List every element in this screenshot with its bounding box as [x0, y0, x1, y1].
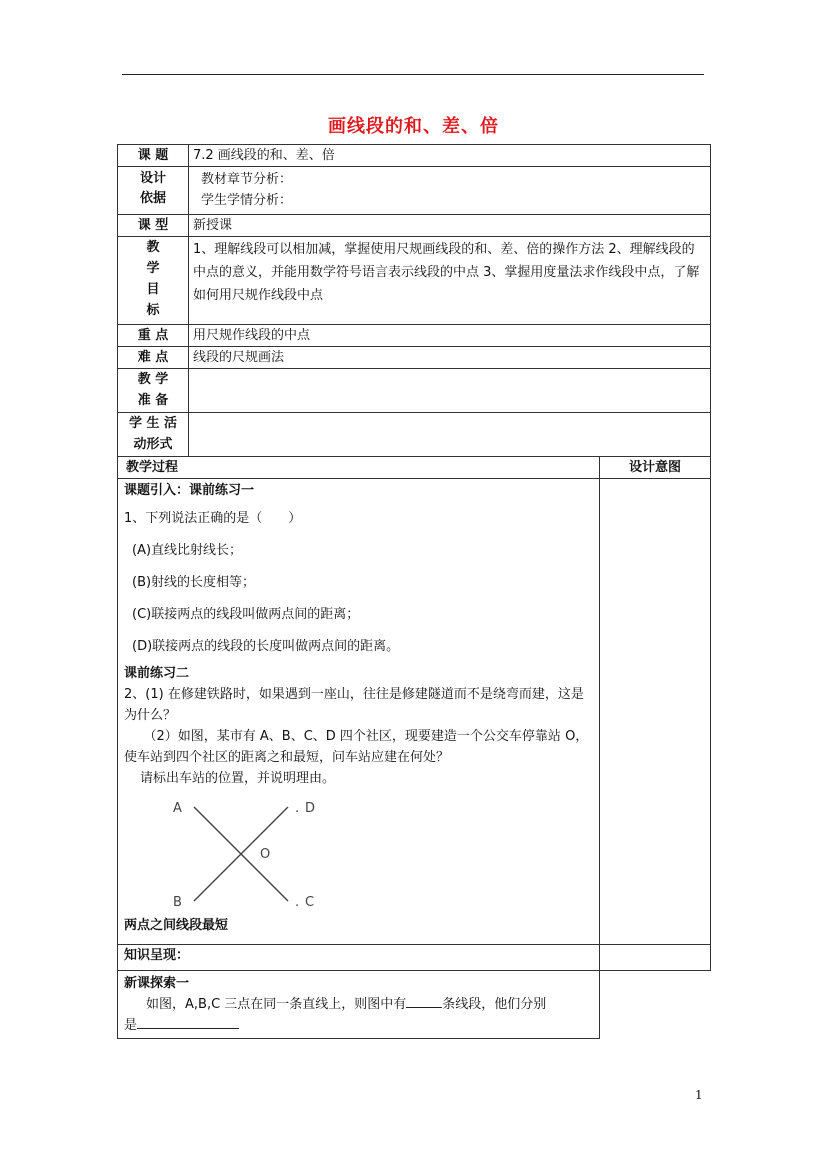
row-process-header	[118, 457, 711, 479]
topic-value: 7.2 画线段的和、差、倍	[189, 145, 711, 167]
intent-column	[600, 479, 711, 945]
point-label-b: B	[173, 895, 182, 910]
intent-header: 设计意图	[600, 457, 711, 479]
row-basis	[118, 167, 711, 215]
prep-label: 教 学 准 备	[118, 369, 189, 413]
prep-value	[189, 369, 711, 413]
point-label-d: D	[305, 801, 316, 816]
crossing-lines-figure	[164, 793, 364, 913]
type-value: 新授课	[189, 215, 711, 237]
row-difficulty	[118, 347, 711, 369]
point-label-a: A	[173, 801, 182, 816]
basis-line-2: 学生学情分析：	[201, 193, 293, 208]
header-rule	[122, 74, 704, 75]
question-1-option-a: (A)直线比射线长；	[132, 543, 243, 558]
document-title: 画线段的和、差、倍	[328, 116, 499, 137]
difficulty-value: 线段的尺规画法	[189, 347, 711, 369]
row-key-point	[118, 325, 711, 347]
explore-question-cont: 是	[124, 1015, 593, 1036]
objective-label: 教 学 目 标	[118, 237, 189, 325]
answer-text: 两点之间线段最短	[124, 918, 229, 933]
point-dot-c: .	[295, 895, 300, 910]
topic-label: 课 题	[118, 145, 189, 167]
question-1: 1、下列说法正确的是（ ）	[124, 511, 302, 526]
activity-value	[189, 413, 711, 457]
key-value: 用尺规作线段的中点	[189, 325, 711, 347]
point-dot-d: .	[295, 801, 300, 816]
knowledge-intent	[600, 945, 711, 971]
question-1-option-d: (D)联接两点的线段的长度叫做两点间的距离。	[132, 639, 400, 654]
intro-heading: 课题引入：课前练习一	[124, 483, 255, 498]
lesson-plan-table	[117, 144, 711, 1039]
point-label-c: C	[305, 895, 315, 910]
process-body	[118, 479, 600, 945]
segment-count-blank[interactable]	[406, 1007, 442, 1008]
question-2-part-3: 请标出车站的位置，并说明理由。	[140, 771, 336, 786]
row-explore	[118, 971, 711, 1039]
exercise-2-heading: 课前练习二	[124, 666, 190, 681]
basis-label: 设计 依据	[118, 167, 189, 215]
explore-cell	[118, 971, 600, 1039]
difficulty-label: 难 点	[118, 347, 189, 369]
row-topic	[118, 145, 711, 167]
process-header: 教学过程	[118, 457, 600, 479]
row-preparation	[118, 369, 711, 413]
key-label: 重 点	[118, 325, 189, 347]
question-1-option-b: (B)射线的长度相等；	[132, 575, 256, 590]
type-label: 课 型	[118, 215, 189, 237]
knowledge-heading: 知识呈现：	[118, 945, 600, 971]
basis-value	[189, 167, 711, 215]
explore-question: 如图，A,B,C 三点在同一条直线上，则图中有 条线段，他们分别	[146, 997, 547, 1012]
point-label-o: O	[260, 847, 271, 862]
row-knowledge	[118, 945, 711, 971]
row-type	[118, 215, 711, 237]
activity-label: 学 生 活 动形式	[118, 413, 189, 457]
question-1-option-c: (C)联接两点的线段叫做两点间的距离；	[132, 607, 360, 622]
question-2-part-2: （2）如图，某市有 A、B、C、D 四个社区，现要建造一个公交车停靠站 O，使车站到四个社区的距离之和最短，问车站应建在何处？	[124, 729, 589, 765]
objective-value: 1、理解线段可以相加减，掌握使用尺规画线段的和、差、倍的操作方法 2、理解线段的中点的意义，并能用数学符号语言表示线段的中点 3、掌握用度量法求作线段中点，了解如何用尺规作线段中点	[189, 237, 711, 325]
question-2-part-1: 2、(1) 在修建铁路时，如果遇到一座山，往往是修建隧道而不是绕弯而建，这是为什么？	[124, 687, 584, 723]
row-objectives	[118, 237, 711, 325]
page-number: 1	[695, 1088, 703, 1102]
segments-list-blank[interactable]	[137, 1028, 239, 1029]
explore-heading: 新课探索一	[124, 976, 190, 991]
basis-line-1: 教材章节分析：	[201, 172, 293, 187]
row-process-body	[118, 479, 711, 945]
row-activity	[118, 413, 711, 457]
